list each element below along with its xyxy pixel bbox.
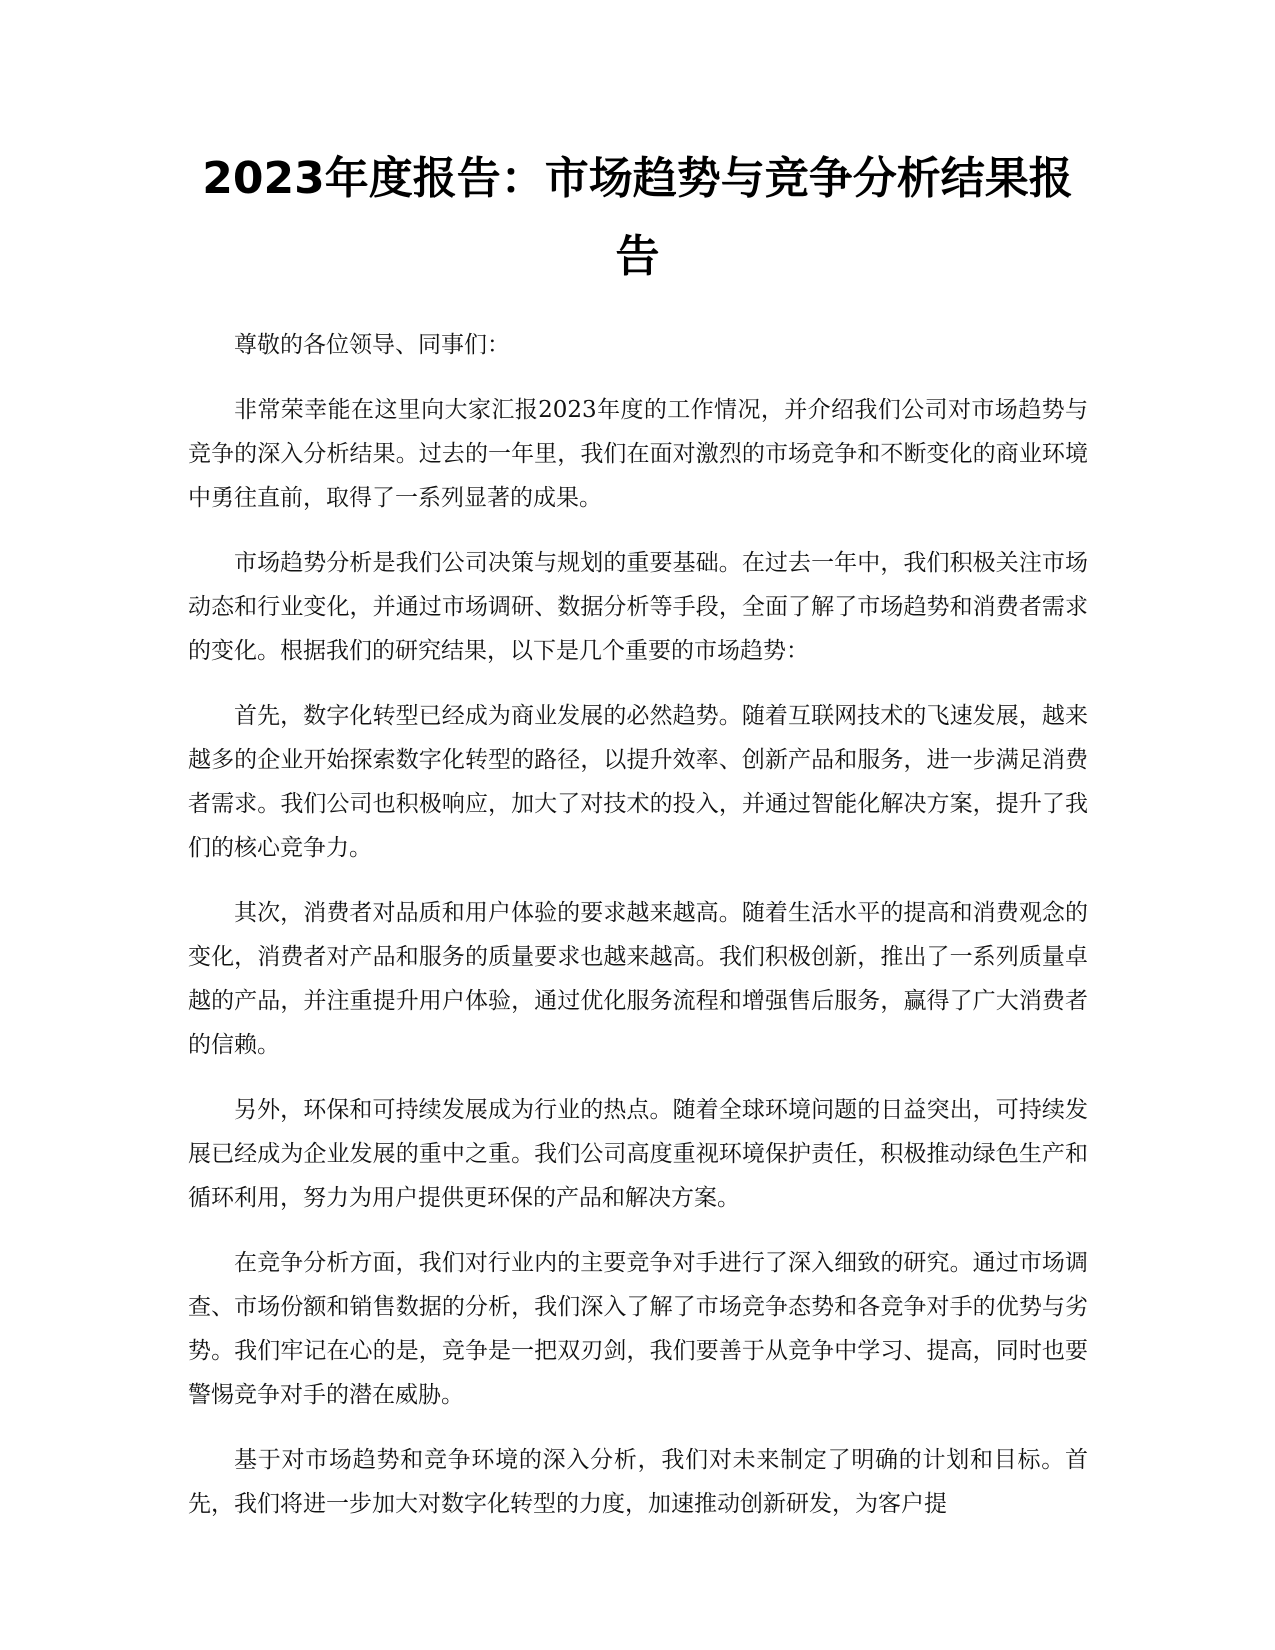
paragraph-quality-user-experience: 其次，消费者对品质和用户体验的要求越来越高。随着生活水平的提高和消费观念的变化，消费者对产品和服务的质量要求也越来越高。我们积极创新，推出了一系列质量卓越的产品，并注重提升用户体验，通过优化服务流程和增强售后服务，赢得了广大消费者的信赖。	[188, 900, 1088, 1058]
paragraph-future-plans: 基于对市场趋势和竞争环境的深入分析，我们对未来制定了明确的计划和目标。首先，我们将进一步加大对数字化转型的力度，加速推动创新研发，为客户提	[188, 1447, 1088, 1517]
paragraph-sustainability: 另外，环保和可持续发展成为行业的热点。随着全球环境问题的日益突出，可持续发展已经成为企业发展的重中之重。我们公司高度重视环境保护责任，积极推动绿色生产和循环利用，努力为用户提供更环保的产品和解决方案。	[188, 1097, 1088, 1211]
paragraph-digital-transformation: 首先，数字化转型已经成为商业发展的必然趋势。随着互联网技术的飞速发展，越来越多的企业开始探索数字化转型的路径，以提升效率、创新产品和服务，进一步满足消费者需求。我们公司也积极响应，加大了对技术的投入，并通过智能化解决方案，提升了我们的核心竞争力。	[188, 703, 1088, 861]
paragraph-salutation: 尊敬的各位领导、同事们：	[234, 332, 510, 358]
paragraph-competition-analysis: 在竞争分析方面，我们对行业内的主要竞争对手进行了深入细致的研究。通过市场调查、市场份额和销售数据的分析，我们深入了解了市场竞争态势和各竞争对手的优势与劣势。我们牢记在心的是，竞争是一把双刃剑，我们要善于从竞争中学习、提高，同时也要警惕竞争对手的潜在威胁。	[188, 1250, 1088, 1408]
paragraph-introduction: 非常荣幸能在这里向大家汇报2023年度的工作情况，并介绍我们公司对市场趋势与竞争的深入分析结果。过去的一年里，我们在面对激烈的市场竞争和不断变化的商业环境中勇往直前，取得了一系列显著的成果。	[188, 397, 1088, 511]
paragraph-market-trend-analysis: 市场趋势分析是我们公司决策与规划的重要基础。在过去一年中，我们积极关注市场动态和行业变化，并通过市场调研、数据分析等手段，全面了解了市场趋势和消费者需求的变化。根据我们的研究结果，以下是几个重要的市场趋势：	[188, 550, 1088, 664]
document-body	[188, 323, 1088, 1547]
document-title: 2023年度报告：市场趋势与竞争分析结果报告	[202, 153, 1073, 282]
